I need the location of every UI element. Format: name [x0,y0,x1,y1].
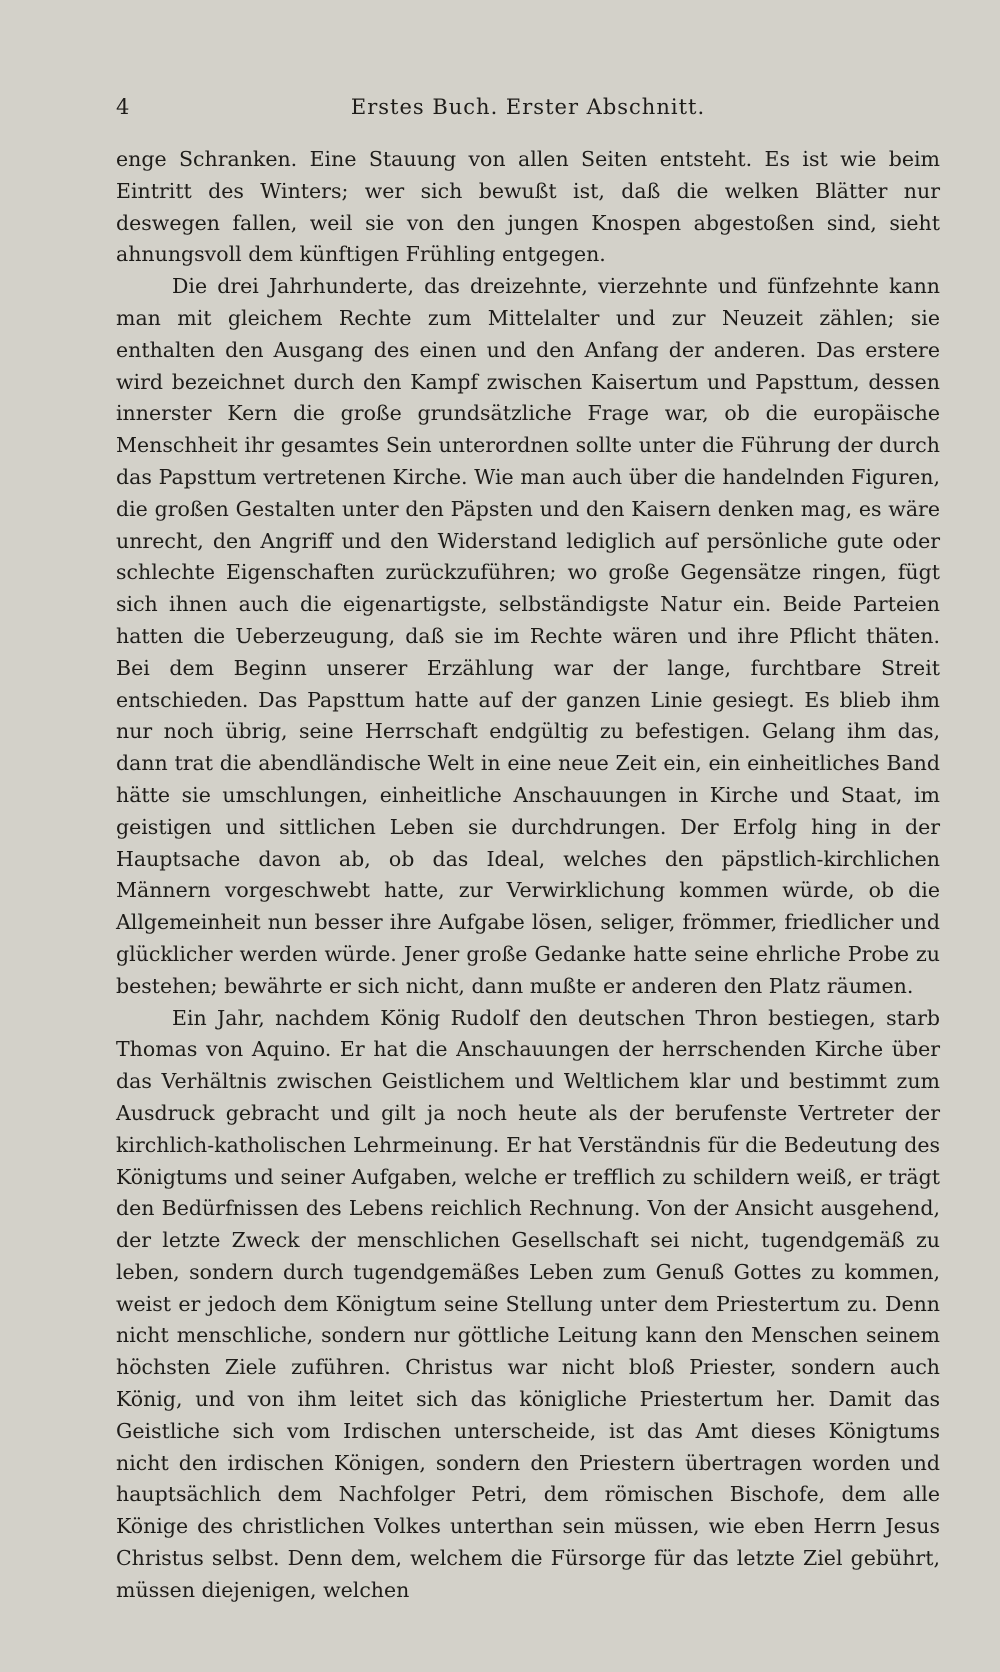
page-header [116,90,940,124]
paragraph-three-centuries: Die drei Jahrhunderte, das dreizehnte, vierzehnte und fünfzehnte kann man mit gleichem Rechte zum Mittelalter und zur Neuzeit zählen; sie enthalten den Ausgang des einen und den Anfang der anderen. Das erstere wird bezeichnet durch den Kampf zwischen Kaisertum und Papsttum, dessen innerster Kern die große grundsätzliche Frage war, ob die europäische Menschheit ihr gesamtes Sein unterordnen sollte unter die Führung der durch das Papsttum vertretenen Kirche. Wie man auch über die handelnden Figuren, die großen Gestalten unter den Päpsten und den Kaisern denken mag, es wäre unrecht, den Angriff und den Widerstand lediglich auf persönliche gute oder schlechte Eigenschaften zurückzuführen; wo große Gegensätze ringen, fügt sich ihnen auch die eigenartigste, selbständigste Natur ein. Beide Parteien hatten die Ueberzeugung, daß sie im Rechte wären und ihre Pflicht thäten. Bei dem Beginn unserer Erzählung war der lange, furchtbare Streit entschieden. Das Papsttum hatte auf der ganzen Linie gesiegt. Es blieb ihm nur noch übrig, seine Herrschaft endgültig zu befestigen. Gelang ihm das, dann trat die abendländische Welt in eine neue Zeit ein, ein einheitliches Band hätte sie umschlungen, einheitliche Anschauungen in Kirche und Staat, im geistigen und sittlichen Leben sie durchdrungen. Der Erfolg hing in der Hauptsache davon ab, ob das Ideal, welches den päpstlich-kirchlichen Männern vorgeschwebt hatte, zur Verwirklichung kommen würde, ob die Allgemeinheit nun besser ihre Aufgabe lösen, seliger, frömmer, friedlicher und glücklicher werden würde. Jener große Gedanke hatte seine ehrliche Probe zu bestehen; bewährte er sich nicht, dann mußte er anderen den Platz räumen. [116,274,940,998]
paragraph-continuation: enge Schranken. Eine Stauung von allen Seiten entsteht. Es ist wie beim Eintritt des Winters; wer sich bewußt ist, daß die welken Blätter nur deswegen fallen, weil sie von den jungen Knospen abgestoßen sind, sieht ahnungsvoll dem künftigen Frühling entgegen. [116,147,940,267]
body-text [116,144,940,1607]
page-number: 4 [116,95,130,119]
running-title: Erstes Buch. Erster Abschnitt. [350,95,706,119]
paragraph-thomas-aquinas: Ein Jahr, nachdem König Rudolf den deutschen Thron bestiegen, starb Thomas von Aquino. Er hat die Anschauungen der herrschenden Kirche über das Verhältnis zwischen Geistlichem und Weltlichem klar und bestimmt zum Ausdruck gebracht und gilt ja noch heute als der berufenste Vertreter der kirchlich-katholischen Lehrmeinung. Er hat Verständnis für die Bedeutung des Königtums und seiner Aufgaben, welche er trefflich zu schildern weiß, er trägt den Bedürfnissen des Lebens reichlich Rechnung. Von der Ansicht ausgehend, der letzte Zweck der menschlichen Gesellschaft sei nicht, tugendgemäß zu leben, sondern durch tugendgemäßes Leben zum Genuß Gottes zu kommen, weist er jedoch dem Königtum seine Stellung unter dem Priestertum zu. Denn nicht menschliche, sondern nur göttliche Leitung kann den Menschen seinem höchsten Ziele zuführen. Christus war nicht bloß Priester, sondern auch König, und von ihm leitet sich das königliche Priestertum her. Damit das Geistliche sich vom Irdischen unterscheide, ist das Amt dieses Königtums nicht den irdischen Königen, sondern den Priestern übertragen worden und hauptsächlich dem Nachfolger Petri, dem römischen Bischofe, dem alle Könige des christlichen Volkes unterthan sein müssen, wie eben Herrn Jesus Christus selbst. Denn dem, welchem die Fürsorge für das letzte Ziel gebührt, müssen diejenigen, welchen [116,1005,940,1602]
